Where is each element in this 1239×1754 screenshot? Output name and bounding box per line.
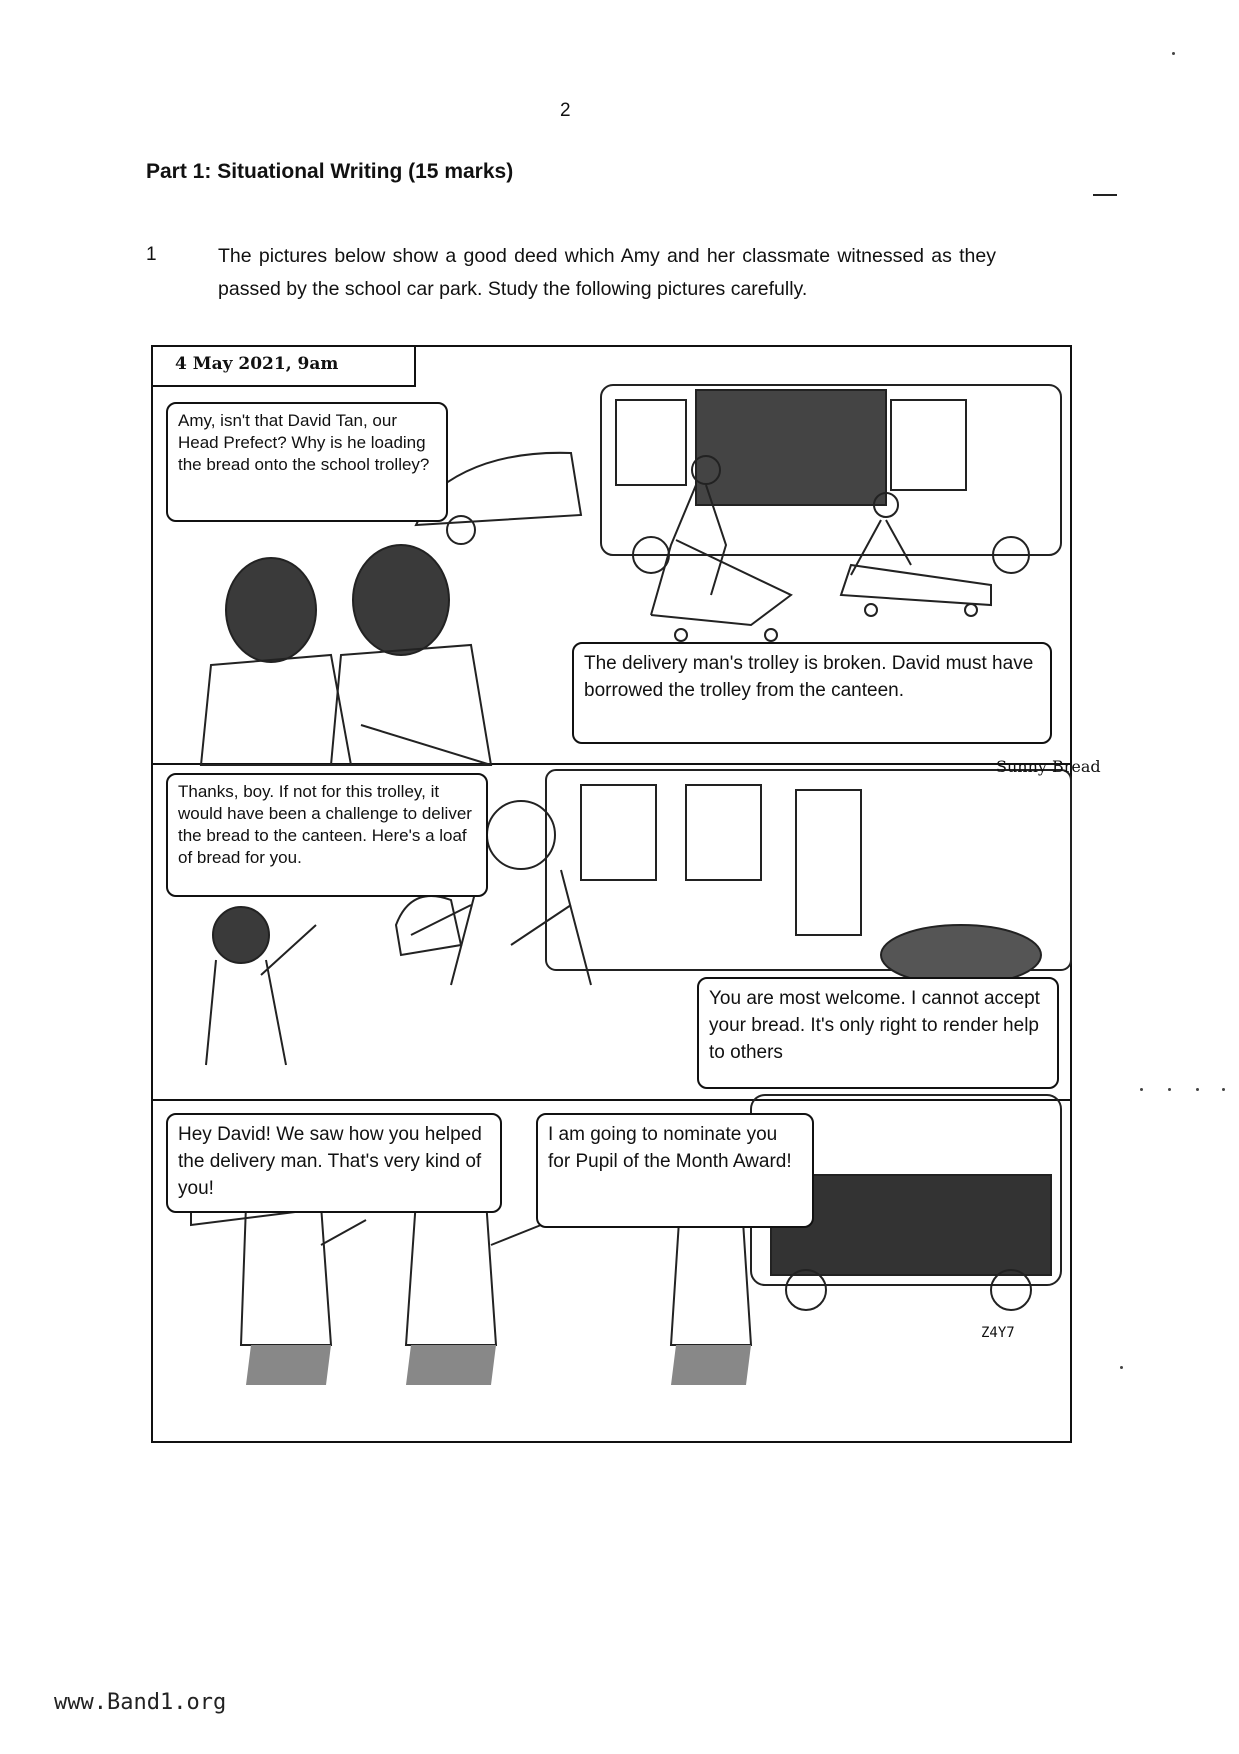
comic-date-label: 4 May 2021, 9am: [151, 345, 416, 387]
page-number: 2: [560, 100, 571, 121]
speech-bubble-david-reply: You are most welcome. I cannot accept your bread. It's only right to render help to others: [697, 977, 1059, 1089]
speech-bubble-girls-praise: Hey David! We saw how you helped the delivery man. That's very kind of you!: [166, 1113, 502, 1213]
scan-speck: [1196, 1088, 1199, 1091]
scan-speck: [1140, 1088, 1143, 1091]
question-text: The pictures below show a good deed which Amy and her classmate witnessed as they passed by the school car park. Study the following pictures carefully.: [218, 245, 996, 300]
scan-speck: [1172, 52, 1175, 55]
scan-speck: [1222, 1088, 1225, 1091]
margin-mark: [1093, 194, 1117, 196]
part-title: Part 1: Situational Writing (15 marks): [146, 160, 514, 183]
scan-speck: [1168, 1088, 1171, 1091]
speech-bubble-nomination: I am going to nominate you for Pupil of the Month Award!: [536, 1113, 814, 1228]
speech-bubble-delivery-explanation: The delivery man's trolley is broken. David must have borrowed the trolley from the canteen.: [572, 642, 1052, 744]
license-plate-text: Z4Y7: [981, 1325, 1015, 1341]
scan-speck: [1120, 1366, 1123, 1369]
speech-bubble-amy: Amy, isn't that David Tan, our Head Prefect? Why is he loading the bread onto the school trolley?: [166, 402, 448, 522]
van-sign-text: Sunny Bread: [996, 757, 1101, 776]
question-number: 1: [146, 244, 157, 265]
footer-url: www.Band1.org: [54, 1690, 227, 1715]
speech-bubble-delivery-man: Thanks, boy. If not for this trolley, it would have been a challenge to deliver the bread to the canteen. Here's a loaf of bread for you.: [166, 773, 488, 897]
